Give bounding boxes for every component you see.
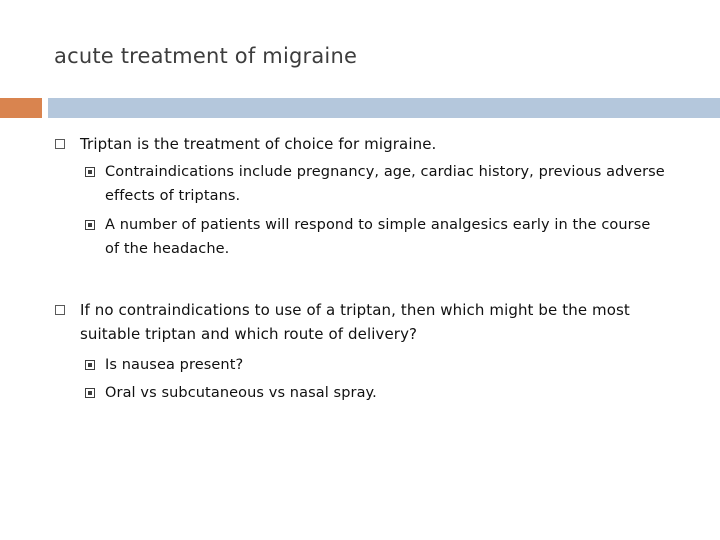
filled-square-bullet-icon [85,360,95,370]
sub-bullet-text-1-2: A number of patients will respond to simple analgesics early in the course of the headache. [105,217,651,257]
sub-bullet-text-2-2: Oral vs subcutaneous vs nasal spray. [105,385,377,401]
filled-square-bullet-icon [85,388,95,398]
hollow-square-bullet-icon [55,305,65,315]
slide-title: acute treatment of migraine [54,44,358,68]
filled-square-bullet-icon [85,220,95,230]
sub-bullet-text-2-1: Is nausea present? [105,357,244,373]
bullet-text-2: If no contraindications to use of a triptan, then which might be the most suitable triptan and which route of delivery? [80,301,630,343]
bullet-text-1: Triptan is the treatment of choice for migraine. [80,135,437,153]
filled-square-bullet-icon [85,167,95,177]
sub-bullet-text-1-1: Contraindications include pregnancy, age, cardiac history, previous adverse effects of triptans. [105,164,665,204]
hollow-square-bullet-icon [55,139,65,149]
